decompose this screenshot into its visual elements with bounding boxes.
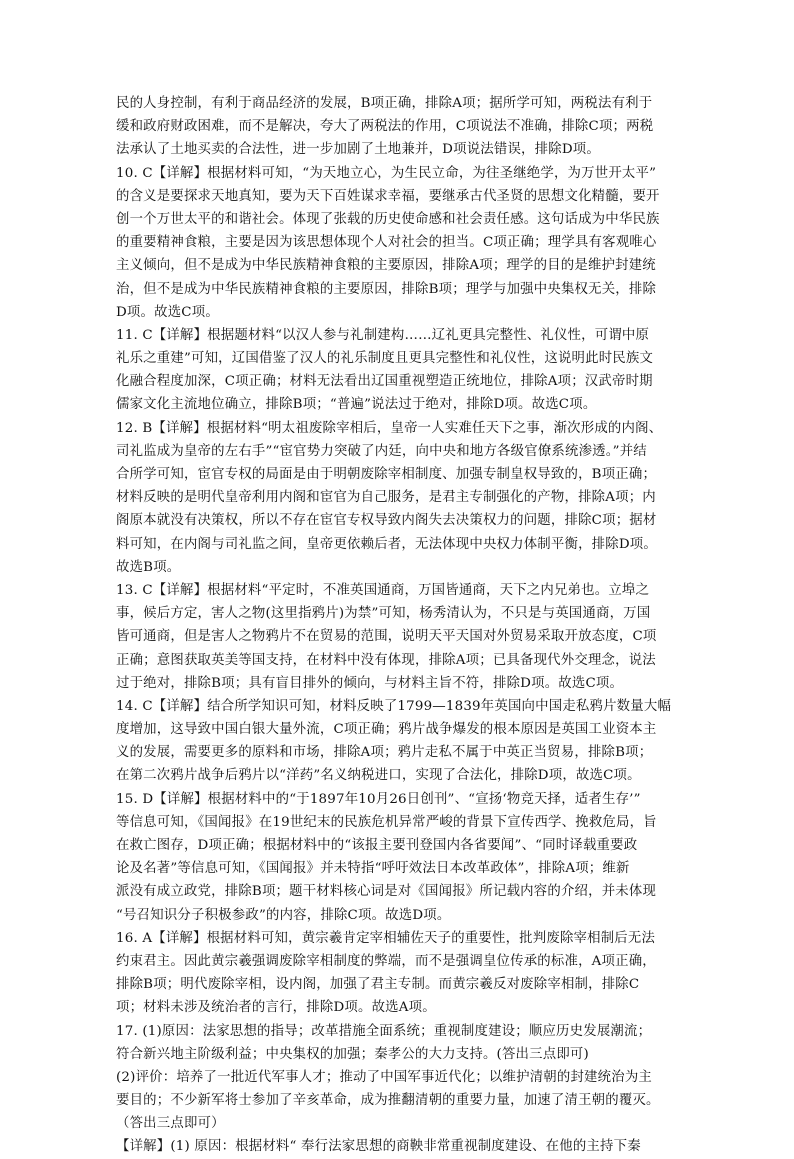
- text-line: 项；材料未涉及统治者的言行，排除D项。故选A项。: [116, 1000, 436, 1016]
- text-line: 15. D【详解】根据材料中的“于1897年10月26日创刊”、“宣扬‘物竞天择，适者生存’”: [116, 791, 641, 807]
- text-line: 礼乐之重建”可知，辽国借鉴了汉人的礼乐制度且更具完整性和礼仪性，这说明此时民族文: [116, 351, 654, 367]
- text-line: （答出三点即可）: [116, 1116, 225, 1132]
- text-line: 11. C【详解】根据题材料“以汉人参与礼制建构……辽礼更具完整性、礼仪性，可谓中原: [116, 327, 650, 343]
- text-line: 主义倾向，但不是成为中华民族精神食粮的主要原因，排除A项；理学的目的是维护封建统: [116, 258, 656, 274]
- text-line: 排除B项；明代废除宰相，设内阁，加强了君主专制。而黄宗羲反对废除宰相制，排除C: [116, 977, 640, 993]
- text-line: 派没有成立政党，排除B项；题干材料核心词是对《国闻报》所记载内容的介绍，并未体现: [116, 884, 657, 900]
- text-line: 10. C【详解】根据材料可知，“为天地立心，为生民立命，为往圣继绝学，为万世开太平”: [116, 165, 657, 181]
- text-line: 法承认了土地买卖的合法性，进一步加剧了土地兼并，D项说法错误，排除D项。: [116, 142, 600, 158]
- text-line: 论及名著”等信息可知，《国闻报》并未特指“呼吁效法日本改革政体”，排除A项；维新: [116, 861, 630, 877]
- text-line: 12. B【详解】根据材料“明太祖废除宰相后，皇帝一人实难任天下之事，渐次形成的内阁、: [116, 420, 663, 436]
- text-line: 17. (1)原因：法家思想的指导；改革措施全面系统；重视制度建设；顺应历史发展潮流；: [116, 1023, 652, 1039]
- text-line: 义的发展，需要更多的原料和市场，排除A项；鸦片走私不属于中英正当贸易，排除B项；: [116, 745, 653, 761]
- text-line: 过于绝对，排除B项；具有盲目排外的倾向，与材料主旨不符，排除D项。故选C项。: [116, 675, 624, 691]
- text-line: 材料反映的是明代皇帝利用内阁和宦官为自己服务，是君主专制强化的产物，排除A项；内: [116, 490, 656, 506]
- text-line: 民的人身控制，有利于商品经济的发展，B项正确，排除A项；据所学可知，两税法有利于: [116, 96, 653, 111]
- text-line: 度增加，这导致中国白银大量外流，C项正确；鸦片战争爆发的根本原因是英国工业资本主: [116, 722, 657, 738]
- text-line: 16. A【详解】根据材料可知，黄宗羲肯定宰相辅佐天子的重要性，批判废除宰相制后无法: [116, 930, 656, 946]
- text-line: 的含义是要探求天地真知，要为天下百姓谋求幸福，要继承古代圣贤的思想文化精髓，要开: [116, 188, 660, 204]
- text-line: 故选B项。: [116, 559, 181, 575]
- text-line: 创一个万世太平的和谐社会。体现了张载的历史使命感和社会责任感。这句话成为中华民族: [116, 211, 660, 227]
- text-line: 的重要精神食粮，主要是因为该思想体现个人对社会的担当。C项正确；理学具有客观唯心: [116, 235, 657, 251]
- text-line: 缓和政府财政困难，而不是解决，夸大了两税法的作用，C项说法不准确，排除C项；两税: [116, 119, 654, 135]
- text-line: 治，但不是成为中华民族精神食粮的主要原因，排除B项；理学与加强中央集权无关，排除: [116, 281, 657, 297]
- answer-text: [116, 92, 682, 1159]
- text-line: 要目的；不少新军将士参加了辛亥革命，成为推翻清朝的重要力量，加速了清王朝的覆灭。: [116, 1093, 660, 1109]
- text-line: (2)评价：培养了一批近代军事人才；推动了中国军事近代化；以维护清朝的封建统治为主: [116, 1069, 653, 1085]
- text-line: D项。故选C项。: [116, 304, 219, 320]
- text-line: 事，候后方定，害人之物(这里指鸦片)为禁”可知，杨秀清认为，不只是与英国通商，万国: [116, 606, 651, 622]
- text-line: 化融合程度加深，C项正确；材料无法看出辽国重视塑造正统地位，排除A项；汉武帝时期: [116, 374, 653, 390]
- text-line: 13. C【详解】根据材料“平定时，不准英国通商，万国皆通商，天下之内兄弟也。立埠之: [116, 582, 650, 598]
- text-line: 正确；意图获取英美等国支持，在材料中没有体现，排除A项；已具备现代外交理念，说法: [116, 652, 656, 668]
- text-line: 儒家文化主流地位确立，排除B项；“普遍”说法过于绝对，排除D项。故选C项。: [116, 397, 597, 413]
- text-line: 在救亡图存，D项正确；根据材料中的“该报主要刊登国内各省要闻”、“同时译载重要政: [116, 838, 638, 853]
- text-line: 符合新兴地主阶级利益；中央集权的加强；秦孝公的大力支持。(答出三点即可): [116, 1046, 589, 1062]
- text-line: 在第二次鸦片战争后鸦片以“洋药”名义纳税进口，实现了合法化，排除D项，故选C项。: [116, 768, 641, 784]
- text-line: 14. C【详解】结合所学知识可知，材料反映了1799—1839年英国向中国走私鸦片数量大幅: [116, 698, 672, 714]
- text-line: 司礼监成为皇帝的左右手”“宦官势力突破了内廷，向中央和地方各级官僚系统渗透。”并结: [116, 443, 647, 459]
- text-line: “号召知识分子积极参政”的内容，排除C项。故选D项。: [116, 907, 451, 923]
- text-line: 合所学可知，宦官专权的局面是由于明朝废除宰相制度、加强专制皇权导致的，B项正确；: [116, 467, 657, 482]
- text-line: 约束君主。因此黄宗羲强调废除宰相制度的弊端，而不是强调皇位传承的标准，A项正确，: [116, 953, 656, 969]
- text-line: 等信息可知，《国闻报》在19世纪末的民族危机异常严峻的背景下宣传西学、挽救危局，旨: [116, 814, 657, 830]
- text-line: 【详解】(1) 原因：根据材料“ 奉行法家思想的商鞅非常重视制度建设、在他的主持下秦: [116, 1139, 641, 1155]
- text-line: 皆可通商，但是害人之物鸦片不在贸易的范围，说明天平天国对外贸易采取开放态度，C项: [116, 629, 657, 645]
- text-line: 阁原本就没有决策权，所以不存在宦官专权导致内阁失去决策权力的问题，排除C项；据材: [116, 513, 657, 529]
- text-line: 料可知，在内阁与司礼监之间，皇帝更依赖后者，无法体现中央权力体制平衡，排除D项。: [116, 536, 657, 552]
